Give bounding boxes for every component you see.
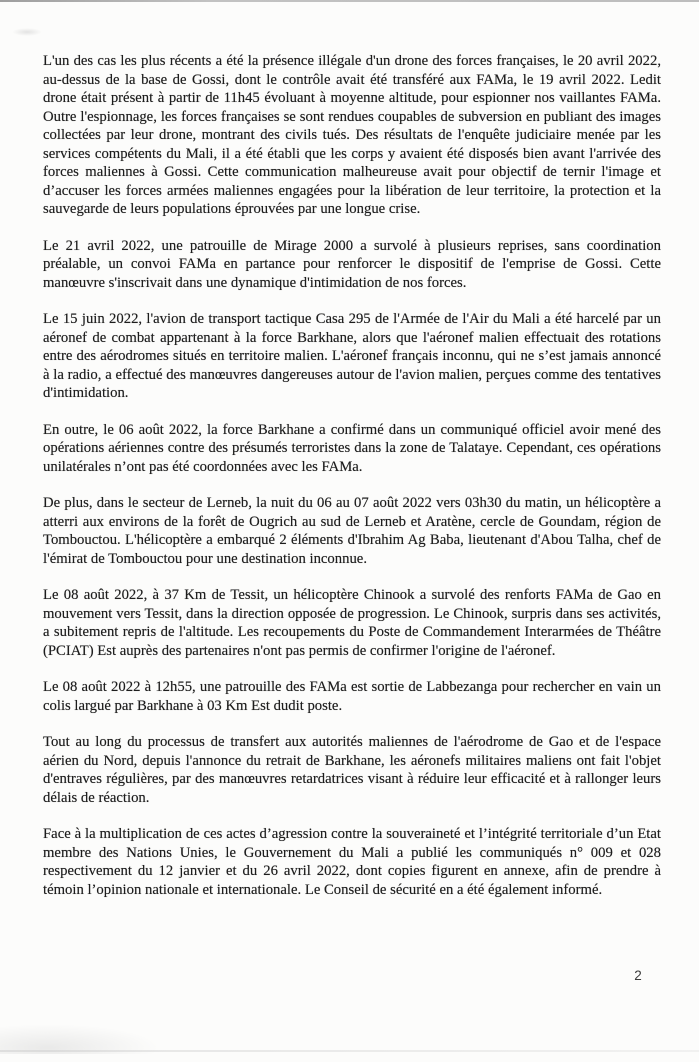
scan-edge-bottom [0,1050,699,1052]
paragraph-transfert-gao: Tout au long du processus de transfert aux autorités maliennes de l'aérodrome de Gao et de l'espace aérien du Nord, depuis l'annonce du retrait de Barkhane, les aéronefs militaires maliens ont fait l'objet d'entraves régulières, par des manœuvres retardatrices visant à réduire leur efficacité et à rallonger leurs délais de réaction. [43,734,661,806]
paragraph-talataye: En outre, le 06 août 2022, la force Barkhane a confirmé dans un communiqué officiel avoir mené des opérations aériennes contre des présumés terroristes dans la zone de Talataye. Cependant, ces opérations unilatérales n’ont pas été coordonnées avec les FAMa. [43,421,661,475]
document-page-body [43,52,661,917]
paragraph-lerneb-helicoptere: De plus, dans le secteur de Lerneb, la nuit du 06 au 07 août 2022 vers 03h30 du matin, un hélicoptère a atterri aux environs de la forêt de Ougrich au sud de Lerneb et Aratène, cercle de Goundam, région de Tombouctou. L'hélicoptère a embarqué 2 éléments d'Ibrahim Ag Baba, lieutenant d'Abou Talha, chef de l'émirat de Tombouctou pour une destination inconnue. [43,495,661,567]
paragraph-communiques: Face à la multiplication de ces actes d’agression contre la souveraineté et l’intégrité territoriale d’un Etat membre des Nations Unies, le Gouvernement du Mali a publié les communiqués n° 009 et 028 respectivement du 12 janvier et du 26 avril 2022, dont copies figurent en annexe, afin de prendre à témoin l’opinion nationale et internationale. Le Conseil de sécurité en a été également informé. [43,826,661,898]
scan-noise-artifact [12,28,42,36]
paragraph-drone-gossi: L'un des cas les plus récents a été la présence illégale d'un drone des forces françaises, le 20 avril 2022, au-dessus de la base de Gossi, dont le contrôle avait été transféré aux FAMa, le 19 avril 2022. Ledit drone était présent à partir de 11h45 évoluant à moyenne altitude, pour espionner nos vaillantes FAMa. Outre l'espionnage, les forces françaises se sont rendues coupables de subversion en publiant des images collectées par leur drone, montrant des civils tués. Des résultats de l'enquête judiciaire menée par les services compétents du Mali, il a été établi que les corps y avaient été disposés bien avant l'arrivée des forces maliennes à Gossi. Cette communication malheureuse avait pour objectif de ternir l'image et d’accuser les forces armées maliennes engagées pour la libération de leur territoire, la protection et la sauvegarde de leurs populations éprouvées par une longue crise. [43,53,661,217]
paragraph-casa-295: Le 15 juin 2022, l'avion de transport tactique Casa 295 de l'Armée de l'Air du Mali a été harcelé par un aéronef de combat appartenant à la force Barkhane, alors que l'aéronef malien effectuait des rotations entre des aérodromes situés en territoire malien. L'aéronef français inconnu, qui ne s’est jamais annoncé à la radio, a effectué des manœuvres dangereuses autour de l'avion malien, perçues comme des tentatives d'intimidation. [43,311,661,401]
paragraph-labbezanga: Le 08 août 2022 à 12h55, une patrouille des FAMa est sortie de Labbezanga pour rechercher en vain un colis largué par Barkhane à 03 Km Est dudit poste. [43,679,661,714]
page-number: 2 [634,968,642,983]
paragraph-chinook-tessit: Le 08 août 2022, à 37 Km de Tessit, un hélicoptère Chinook a survolé des renforts FAMa de Gao en mouvement vers Tessit, dans la direction opposée de progression. Le Chinook, surpris dans ses activités, a subitement repris de l'altitude. Les recoupements du Poste de Commandement Interarmées de Théâtre (PCIAT) Est auprès des partenaires n'ont pas permis de confirmer l'origine de l'aéronef. [43,587,661,659]
paragraph-mirage-2000: Le 21 avril 2022, une patrouille de Mirage 2000 a survolé à plusieurs reprises, sans coordination préalable, un convoi FAMa en partance pour renforcer le dispositif de l'emprise de Gossi. Cette manœuvre s'inscrivait dans une dynamique d'intimidation de nos forces. [43,237,661,291]
scan-edge-top [0,0,699,2]
